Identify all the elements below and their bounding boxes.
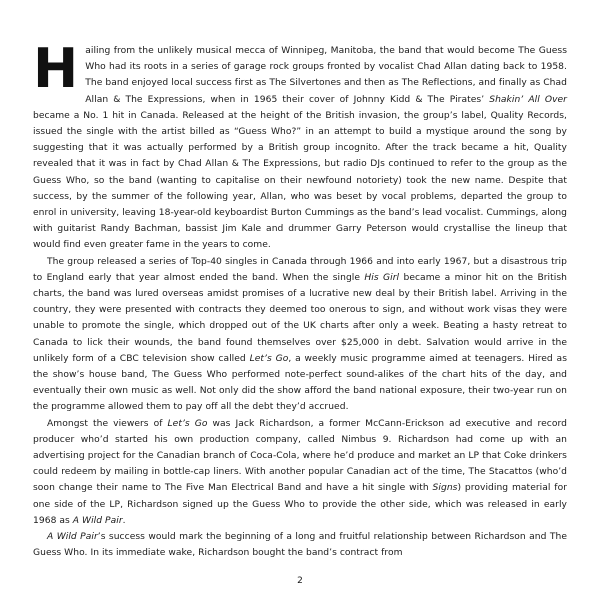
page-number: 2 xyxy=(297,576,303,586)
para-2-seg-2: became a minor hit on the British charts, the band was lured overseas amidst promises of a lucrative new deal by their British label. Arriving in the country, they were presented with contracts they deemed too onerous to sign, and without work visas they were unable to promote the single, which dropped out of the UK charts after only a week. Beating a hasty retreat to Canada to lick their wounds, the band found themselves over $25,000 in debt. Salvation would arrive in the unlikely form of a CBC television show called xyxy=(33,272,567,364)
para-2-seg-4: , a weekly music programme aimed at teenagers. Hired as the show’s house band, The Guess Who performed note-perfect sound-alikes of the chart hits of the day, and eventually their own music as well. Not only did the show afford the band national exposure, their two-year run on the programme allowed them to pay off all the debt they’d accrued. xyxy=(33,353,567,413)
paragraph-2 xyxy=(33,254,567,416)
paragraph-4 xyxy=(33,529,567,561)
para-3-seg-5: A Wild Pair xyxy=(72,515,123,526)
para-3-seg-4: ) providing material for one side of the LP, Richardson signed up the Guess Who to provide the other side, which was released in early 1968 as xyxy=(33,483,568,526)
para-3-seg-6: . xyxy=(122,515,126,526)
drop-cap: H xyxy=(33,37,79,100)
paragraph-3 xyxy=(33,416,567,529)
para-2-seg-3: Let’s Go xyxy=(249,353,289,364)
para-1-seg-1: Shakin’ All Over xyxy=(489,94,567,105)
paragraph-1 xyxy=(33,37,567,254)
para-2-seg-0: The group released a series of Top-40 singles in Canada through 1966 and into early 1967, but a disastrous trip to England early that year almost ended the band. When the single xyxy=(33,256,567,283)
para-1-seg-2: became a No. 1 hit in Canada. Released at the height of the British invasion, the group’s label, Quality Records, issued the single with the artist billed as “Guess Who?” in an attempt to build a mystique around the song by suggesting that it was actually performed by a British group incognito. After the track became a hit, Quality revealed that it was in fact by Chad Allan & The Expressions, but radio DJs continued to refer to the group as the Guess Who, so the band (wanting to capitalise on their newfound notoriety) took the new name. Despite that success, by the summer of the following year, Allan, who was beset by vocal problems, departed the group to enrol in university, leaving 18-year-old keyboardist Burton Cummings as the band’s lead vocalist. Cummings, along with guitarist Randy Bachman, bassist Jim Kale and drummer Garry Peterson would crystallise the lineup that would find even greater fame in the years to come. xyxy=(33,110,567,251)
para-1-seg-0: ailing from the unlikely musical mecca of Winnipeg, Manitoba, the band that would become The Guess Who had its roots in a series of garage rock groups fronted by vocalist Chad Allan dating back to 1958. The band enjoyed local success first as The Silvertones and then as The Reflections, and finally as Chad Allan & The Expressions, when in 1965 their cover of Johnny Kidd & The Pirates’ xyxy=(85,46,567,105)
para-3-seg-0: Amongst the viewers of xyxy=(47,418,168,429)
para-4-seg-0: A Wild Pair xyxy=(47,532,98,543)
para-2-seg-1: His Girl xyxy=(364,272,400,283)
para-4-seg-1: ’s success would mark the beginning of a long and fruitful relationship between Richardson and The Guess Who. In its immediate wake, Richardson bought the band’s contract from xyxy=(33,532,567,559)
body-text xyxy=(33,37,568,562)
para-3-seg-3: Signs xyxy=(432,483,458,494)
para-3-seg-1: Let’s Go xyxy=(167,418,208,429)
para-3-seg-2: was Jack Richardson, a former McCann-Erickson ad executive and record producer who’d started his own production company, called Nimbus 9. Richardson had come up with an advertising project for the Canadian branch of Coca-Cola, where he’d produce and market an LP that Coke drinkers could redeem by mailing in bottle-cap liners. With another popular Canadian act of the time, The Stacattos (who’d soon change their name to The Five Man Electrical Band and have a hit single with xyxy=(33,418,567,494)
